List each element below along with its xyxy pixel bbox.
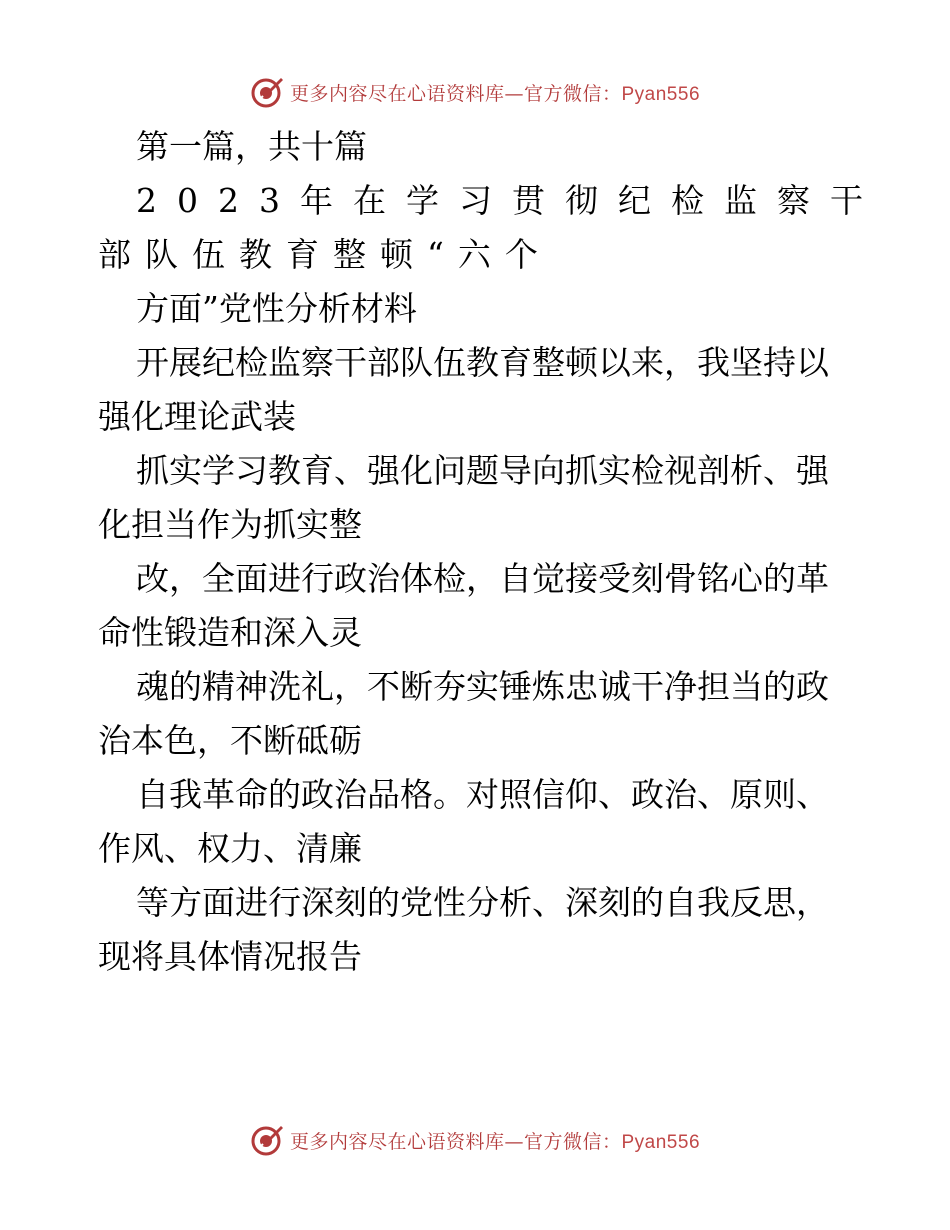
doc-line: 等方面进行深刻的党性分析、深刻的自我反思，: [136, 883, 829, 922]
doc-line: 开展纪检监察干部队伍教育整顿以来，我坚持以: [136, 343, 829, 382]
watermark-wechat-label: 官方微信：: [523, 1130, 622, 1153]
doc-line: 作风、权力、清廉: [98, 829, 362, 868]
watermark-text: [290, 1127, 700, 1154]
watermark-site: 更多内容尽在心语资料库: [289, 1130, 505, 1153]
doc-line: 改，全面进行政治体检，自觉接受刻骨铭心的革: [136, 559, 829, 598]
doc-line: 治本色，不断砥砺: [98, 721, 362, 760]
doc-line: 化担当作为抓实整: [98, 505, 362, 544]
footer-watermark: [0, 1120, 950, 1160]
doc-line: 方面”党性分析材料: [136, 289, 417, 328]
doc-line: 现将具体情况报告: [98, 937, 362, 976]
watermark-wechat-label: 官方微信：: [523, 82, 622, 105]
doc-line: 强化理论武装: [98, 397, 296, 436]
watermark-text: [290, 79, 700, 106]
doc-line: 第一篇，共十篇: [136, 127, 367, 166]
doc-line: 部队伍教育整顿“六个: [98, 235, 552, 274]
doc-line: 魂的精神洗礼，不断夯实锤炼忠诚干净担当的政: [136, 667, 829, 706]
watermark-site: 更多内容尽在心语资料库: [289, 82, 505, 105]
watermark-wechat-id: Pyan556: [621, 83, 701, 105]
watermark-dash: —: [504, 82, 524, 105]
watermark-dash: —: [504, 1130, 524, 1153]
pen-logo-icon: [250, 75, 284, 109]
doc-line: 自我革命的政治品格。对照信仰、政治、原则、: [136, 775, 829, 814]
doc-line: 2023年在学习贯彻纪检监察干: [136, 181, 883, 220]
pen-logo-icon: [250, 1123, 284, 1157]
document-body: [98, 120, 883, 984]
doc-line: 命性锻造和深入灵: [98, 613, 362, 652]
doc-line: 抓实学习教育、强化问题导向抓实检视剖析、强: [136, 451, 829, 490]
watermark-wechat-id: Pyan556: [621, 1131, 701, 1153]
header-watermark: [0, 72, 950, 112]
